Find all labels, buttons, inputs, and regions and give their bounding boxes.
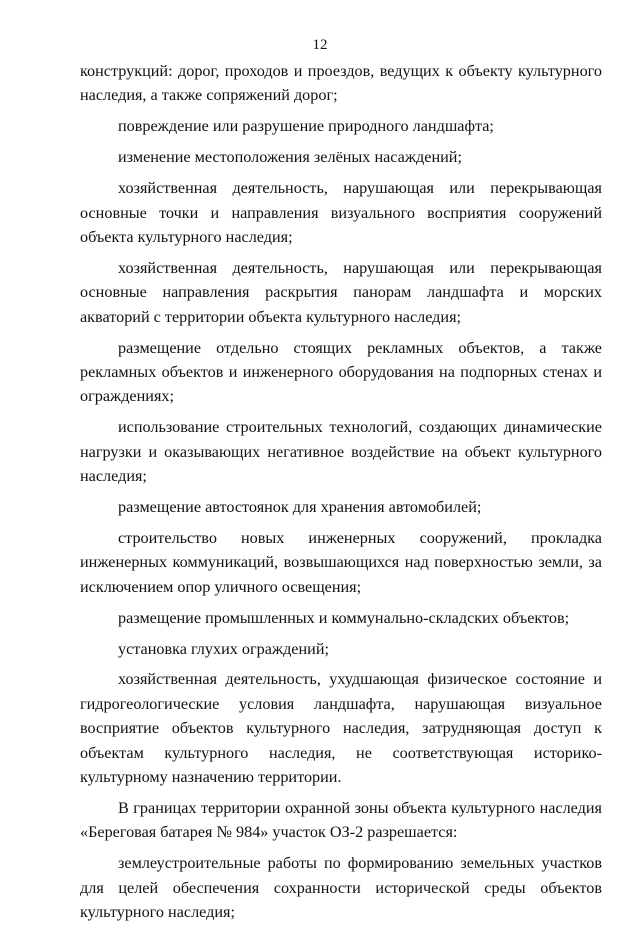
paragraph-item: хозяйственная деятельность, ухудшающая физическое состояние и гидрогеологические условия ландшафта, нарушающая визуальное восприятие объектов культурного наследия, затрудняющая доступ к объектам культурного наследия, не соответствующая историко-культурному назначению территории.: [80, 670, 602, 787]
paragraph-item: размещение автостоянок для хранения автомобилей;: [118, 498, 482, 516]
paragraph-section-intro: В границах территории охранной зоны объекта культурного наследия «Береговая батарея № 984» участок ОЗ-2 разрешается:: [80, 798, 602, 842]
paragraph-item: строительство новых инженерных сооружений, прокладка инженерных коммуникаций, возвышающихся над поверхностью земли, за исключением опор уличного освещения;: [80, 528, 602, 596]
paragraph-item: размещение отдельно стоящих рекламных объектов, а также рекламных объектов и инженерного оборудования на подпорных стенах и ограждениях;: [80, 338, 602, 406]
paragraph-item: установка глухих ограждений;: [118, 639, 329, 658]
paragraph-item: землеустроительные работы по формированию земельных участков для целей обеспечения сохранности исторической среды объектов культурного наследия;: [80, 854, 602, 922]
paragraph-item: изменение местоположения зелёных насаждений;: [118, 148, 462, 167]
page-number: 12: [312, 37, 328, 53]
paragraph-item: использование строительных технологий, создающих динамические нагрузки и оказывающих негативное воздействие на объект культурного наследия;: [80, 418, 602, 486]
paragraph-item: хозяйственная деятельность, нарушающая или перекрывающая основные направления раскрытия панорам ландшафта и морских акваторий с территории объекта культурного наследия;: [80, 258, 602, 326]
paragraph-item: размещение промышленных и коммунально-складских объектов;: [118, 608, 570, 627]
paragraph-item: хозяйственная деятельность, нарушающая или перекрывающая основные точки и направления визуального восприятия сооружений объекта культурного наследия;: [80, 179, 602, 246]
document-body: [80, 59, 602, 931]
paragraph-continuation: конструкций: дорог, проходов и проездов, ведущих к объекту культурного наследия, а также сопряжений дорог;: [80, 62, 602, 105]
paragraph-item: повреждение или разрушение природного ландшафта;: [118, 117, 494, 136]
